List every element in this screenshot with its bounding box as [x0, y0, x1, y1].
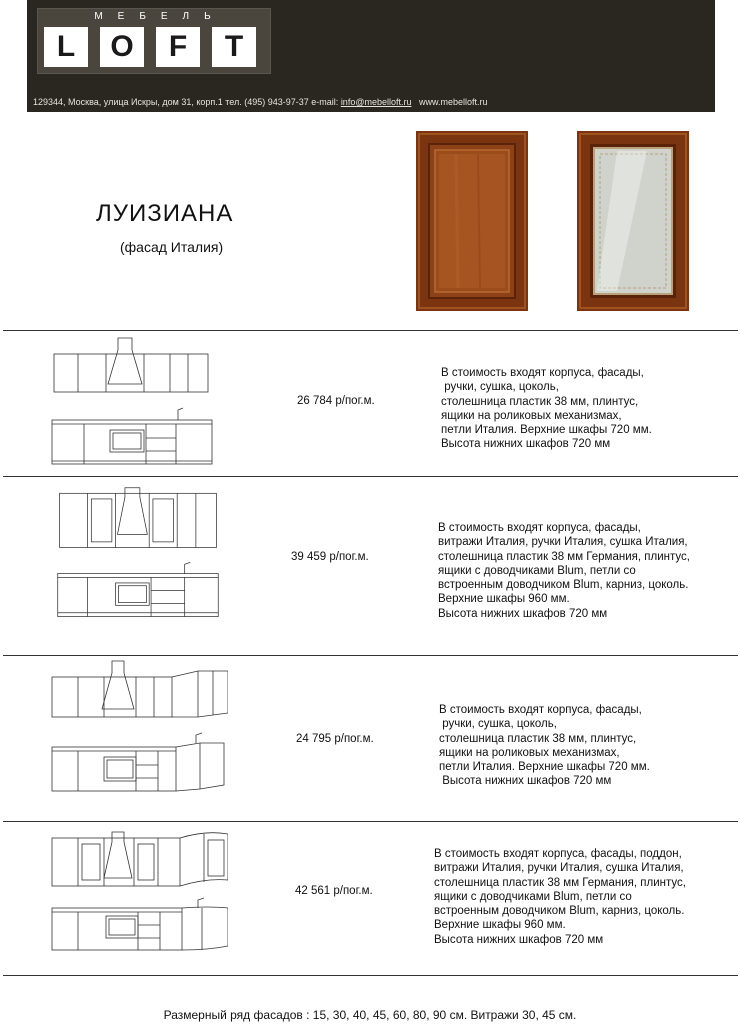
description-3: В стоимость входят корпуса, фасады, ручки, сушка, цоколь, столешница пластик 38 мм, плинтус, ящики на роликовых механизмах, петли Италия. Верхние шкафы 720 мм. Высота нижних шкафов 720 мм [439, 704, 650, 788]
logo-tagline: МЕБЕЛЬ [94, 11, 226, 22]
logo-letter-l: L [44, 27, 88, 67]
contact-website-link[interactable]: www.mebelloft.ru [419, 97, 488, 107]
price-1: 26 784 р/пог.м. [297, 395, 375, 407]
header-banner [27, 0, 715, 112]
section-divider [3, 821, 738, 822]
facade-sizes-footer: Размерный ряд фасадов : 15, 30, 40, 45, 60, 80, 90 см. Витражи 30, 45 см. [163, 1008, 577, 1022]
section-divider [3, 975, 738, 976]
section-divider [3, 476, 738, 477]
price-3: 24 795 р/пог.м. [296, 733, 374, 745]
price-2: 39 459 р/пог.м. [291, 551, 369, 563]
kitchen-sketch-straight [48, 334, 228, 474]
product-subtitle: (фасад Италия) [120, 239, 224, 255]
logo-letter-t: T [212, 27, 256, 67]
loft-logo [37, 8, 271, 74]
section-divider [3, 655, 738, 656]
logo-letter-f: F [156, 27, 200, 67]
logo-letter-o: O [100, 27, 144, 67]
section-divider [3, 330, 738, 331]
kitchen-sketch-glass [48, 484, 228, 624]
contact-email-link[interactable]: info@mebelloft.ru [340, 97, 412, 107]
kitchen-sketch-corner-glass [48, 826, 228, 966]
contact-address: 129344, Москва, улица Искры, дом 31, корп.1 тел. (495) 943-97-37 e-mail: [33, 97, 341, 107]
solid-facade-image [416, 131, 528, 311]
glass-facade-image [577, 131, 689, 311]
contact-line [33, 97, 488, 107]
description-1: В стоимость входят корпуса, фасады, ручки, сушка, цоколь, столешница пластик 38 мм, плинтус, ящики на роликовых механизмах, петли Италия. Верхние шкафы 720 мм. Высота нижних шкафов 720 мм [441, 367, 652, 451]
description-4: В стоимость входят корпуса, фасады, поддон, витражи Италия, ручки Италия, сушка Италия, столешница пластик 38 мм Германия, плинтус, ящики с доводчиками Blum, петли со встроенным доводчиком Blum, карниз, цоколь. Верхние шкафы 960 мм. Высота нижних шкафов 720 мм [434, 848, 686, 946]
kitchen-sketch-corner [48, 659, 228, 799]
product-title: ЛУИЗИАНА [96, 200, 234, 227]
description-2: В стоимость входят корпуса, фасады, витражи Италия, ручки Италия, сушка Италия, столешница пластик 38 мм Германия, плинтус, ящики с доводчиками Blum, петли со встроенным доводчиком Blum, карниз, цоколь. Верхние шкафы 960 мм. Высота нижних шкафов 720 мм [438, 522, 690, 620]
price-4: 42 561 р/пог.м. [295, 885, 373, 897]
